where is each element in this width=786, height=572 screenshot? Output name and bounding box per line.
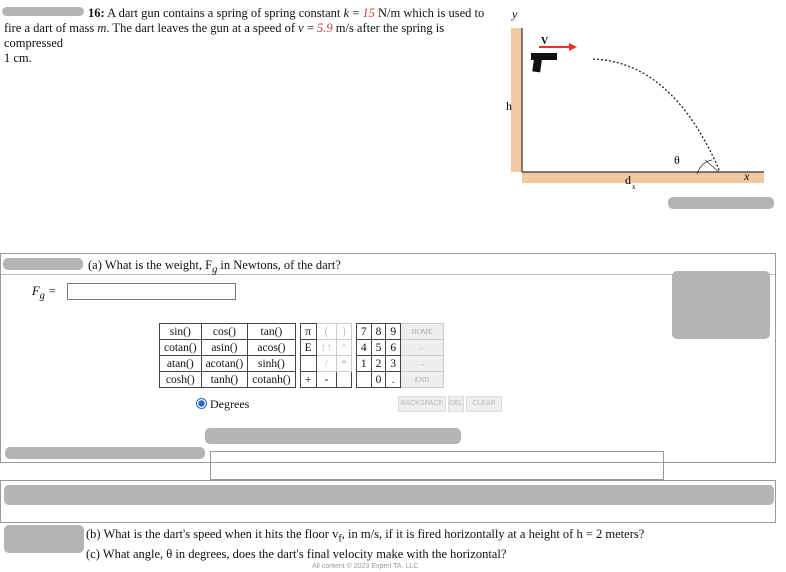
digit-button[interactable]: 4 (356, 340, 371, 356)
problem-text-2: fire a dart of mass (4, 21, 95, 35)
symbol-button[interactable]: + (300, 372, 316, 388)
part-c-question: (c) What angle, θ in degrees, does the dart's final velocity make with the horizontal? (86, 546, 507, 561)
part-a-question (88, 258, 341, 276)
copyright-footer: All content © 2023 Expert TA, LLC (312, 563, 419, 570)
part-bc-questions (86, 527, 644, 562)
distance-label: d (625, 173, 631, 187)
redacted-hints-row (4, 485, 774, 505)
k-symbol: k (343, 6, 350, 20)
symbol-button[interactable]: * (337, 356, 352, 372)
symbol-button[interactable]: / (316, 356, 337, 372)
backspace-button[interactable]: BACKSPACE (398, 396, 446, 412)
problem-statement: 16: A dart gun contains a spring of spring constant k = 15 N/m which is used to fire a dart of mass m. The dart leaves the gun at a speed of v = 5.9 m/s after the spring is compressed 1 cm. (4, 6, 485, 65)
digit-button[interactable] (356, 372, 371, 388)
redacted-submit-row (205, 428, 461, 444)
function-button[interactable]: sinh() (248, 356, 295, 372)
part-b-sub: f (338, 533, 342, 545)
problem-number: 16: (88, 6, 105, 20)
part-a-question-end: in Newtons, of the dart? (217, 258, 341, 272)
function-button[interactable]: tanh() (201, 372, 248, 388)
symbol-button[interactable]: ) (337, 324, 352, 340)
digit-button[interactable]: . (386, 372, 401, 388)
calculator-table (159, 323, 444, 388)
y-axis-label: y (512, 7, 518, 21)
problem-text-1: A dart gun contains a spring of spring constant (107, 6, 341, 20)
symbol-button[interactable]: ↑↑ (316, 340, 337, 356)
m-symbol: m (97, 21, 107, 35)
distance-subscript: x (632, 183, 636, 191)
velocity-arrowhead (569, 43, 577, 51)
cursor-button[interactable]: HOME (401, 324, 444, 340)
gun-icon (531, 53, 557, 72)
function-button[interactable]: cotanh() (248, 372, 295, 388)
symbol-button[interactable]: E (300, 340, 316, 356)
redacted-right-panel (672, 271, 770, 339)
digit-button[interactable]: 2 (371, 356, 386, 372)
part-b-text: (b) What is the dart's speed when it hits the floor v (86, 527, 339, 541)
cursor-button[interactable]: → (401, 356, 444, 372)
projectile-diagram (498, 2, 786, 202)
clear-button[interactable]: CLEAR (466, 396, 502, 412)
problem-text-4: 1 cm. (4, 51, 32, 65)
feedback-box (210, 451, 664, 480)
digit-button[interactable]: 0 (371, 372, 386, 388)
v-symbol: v (298, 21, 304, 35)
function-button[interactable]: cos() (201, 324, 248, 340)
wall (511, 28, 522, 172)
trajectory (593, 59, 720, 172)
degrees-radio[interactable] (196, 398, 207, 409)
digit-button[interactable]: 6 (386, 340, 401, 356)
digit-button[interactable]: 1 (356, 356, 371, 372)
function-button[interactable]: acotan() (201, 356, 248, 372)
answer-label-eq: = (44, 284, 57, 298)
symbol-button[interactable] (300, 356, 316, 372)
calculator-row (160, 356, 444, 372)
k-unit: N/m which is used to (378, 6, 485, 20)
velocity-label: V (541, 36, 549, 47)
floor (522, 172, 764, 183)
calculator-row (160, 340, 444, 356)
calculator-row (160, 324, 444, 340)
cursor-button[interactable]: END (401, 372, 444, 388)
theta-label: θ (674, 153, 680, 167)
answer-label (32, 284, 56, 302)
digit-button[interactable]: 8 (371, 324, 386, 340)
symbol-button[interactable] (337, 372, 352, 388)
degrees-toggle[interactable] (196, 397, 249, 412)
redacted-left-area (5, 447, 205, 459)
function-button[interactable]: cosh() (160, 372, 202, 388)
function-button[interactable]: acos() (248, 340, 295, 356)
symbol-button[interactable]: π (300, 324, 316, 340)
digit-button[interactable]: 7 (356, 324, 371, 340)
symbol-button[interactable]: - (316, 372, 337, 388)
digit-button[interactable]: 9 (386, 324, 401, 340)
part-b-question (86, 527, 644, 547)
height-label: h (506, 99, 512, 113)
answer-label-f: F (32, 284, 40, 298)
problem-text-3: . The dart leaves the gun at a speed of (106, 21, 295, 35)
function-button[interactable]: tan() (248, 324, 295, 340)
function-button[interactable]: atan() (160, 356, 202, 372)
redacted-part-bc-label (4, 525, 84, 553)
redacted-bar-1 (668, 197, 774, 209)
part-a-question-text: (a) What is the weight, F (88, 258, 213, 272)
calculator (159, 323, 444, 388)
del-button[interactable]: DEL (448, 396, 464, 412)
weight-answer-input[interactable] (67, 283, 236, 300)
v-unit: m/s after the spring is compressed (4, 21, 445, 50)
function-button[interactable]: sin() (160, 324, 202, 340)
calculator-bottom-row (398, 396, 502, 412)
digit-button[interactable]: 3 (386, 356, 401, 372)
answer-label-sub: g (39, 290, 45, 302)
k-value: 15 (362, 6, 375, 20)
function-button[interactable]: cotan() (160, 340, 202, 356)
function-button[interactable]: asin() (201, 340, 248, 356)
symbol-button[interactable]: ^ (337, 340, 352, 356)
cursor-button[interactable]: ← (401, 340, 444, 356)
digit-button[interactable]: 5 (371, 340, 386, 356)
part-b-end: , in m/s, if it is fired horizontally at a height of h = 2 meters? (341, 527, 645, 541)
calculator-row (160, 372, 444, 388)
x-axis-label: x (744, 169, 750, 183)
part-a-question-sub: g (212, 264, 218, 276)
redacted-part-a-label (3, 258, 83, 270)
degrees-label: Degrees (210, 397, 250, 411)
symbol-button[interactable]: ( (316, 324, 337, 340)
v-value: 5.9 (317, 21, 333, 35)
